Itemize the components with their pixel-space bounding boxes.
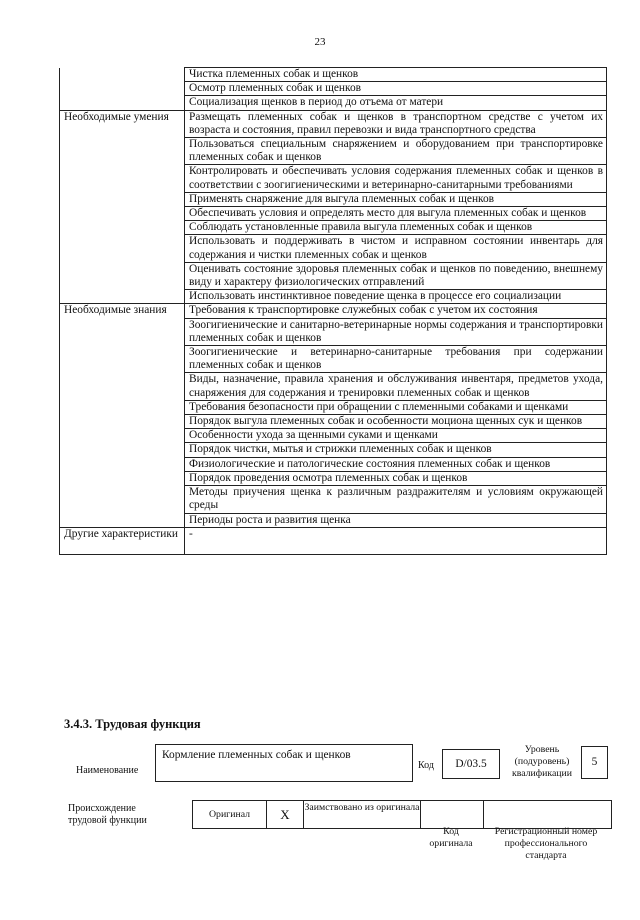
origin-borrowed-cell: Заимствовано из оригинала xyxy=(304,801,421,829)
label-cell-empty xyxy=(60,471,185,485)
label-cell-empty xyxy=(60,415,185,429)
knowledge-label: Необходимые знания xyxy=(60,304,185,318)
label-cell-empty xyxy=(60,207,185,221)
table-row xyxy=(60,415,607,429)
knowledge-item: Требования безопасности при обращении с племенными собаками и щенками xyxy=(185,400,607,414)
table-row xyxy=(60,513,607,527)
skill-item: Пользоваться специальным снаряжением и оборудованием при транспортировке племенных собак и щенков xyxy=(185,138,607,165)
table-row xyxy=(60,192,607,206)
table-row xyxy=(60,235,607,262)
knowledge-item: Порядок выгула племенных собак и особенности моциона щенных сук и щенков xyxy=(185,415,607,429)
origin-reg-number-cell xyxy=(484,801,612,829)
table-row xyxy=(60,486,607,513)
page-number: 23 xyxy=(314,36,326,48)
qualification-level-label: Уровень (подуровень) квалификации xyxy=(511,744,573,779)
knowledge-item: Особенности ухода за щенными суками и щенками xyxy=(185,429,607,443)
label-cell-empty xyxy=(60,165,185,192)
label-cell-empty xyxy=(60,429,185,443)
origin-label: Происхождение трудовой функции xyxy=(68,803,147,826)
skill-item: Соблюдать установленные правила выгула племенных собак и щенков xyxy=(185,221,607,235)
table-row xyxy=(60,96,607,110)
activity-item: Осмотр племенных собак и щенков xyxy=(185,82,607,96)
table-row xyxy=(60,400,607,414)
table-row xyxy=(60,221,607,235)
code-label: Код xyxy=(418,760,434,771)
table-row xyxy=(60,457,607,471)
label-cell-empty xyxy=(60,96,185,110)
activity-item: Социализация щенков в период до отъема от матери xyxy=(185,96,607,110)
label-cell-empty xyxy=(60,192,185,206)
label-cell-empty xyxy=(60,346,185,373)
reg-number-caption: Регистрационный номер профессионального стандарта xyxy=(494,826,598,861)
label-cell-empty xyxy=(60,443,185,457)
function-name-field: Кормление племенных собак и щенков xyxy=(155,744,413,782)
code-original-caption: Код оригинала xyxy=(429,826,473,849)
table-row xyxy=(60,165,607,192)
skill-item: Использовать инстинктивное поведение щенка в процессе его социализации xyxy=(185,290,607,304)
function-code-field: D/03.5 xyxy=(442,749,500,779)
skill-item: Применять снаряжение для выгула племенных собак и щенков xyxy=(185,192,607,206)
knowledge-item: Порядок чистки, мытья и стрижки племенных собак и щенков xyxy=(185,443,607,457)
table-row xyxy=(60,304,607,318)
skill-item: Оценивать состояние здоровья племенных собак и щенков по поведению, внешнему виду и характеру физиологических отправлений xyxy=(185,262,607,289)
knowledge-item: Требования к транспортировке служебных собак с учетом их состояния xyxy=(185,304,607,318)
table-row xyxy=(60,262,607,289)
other-characteristics-label: Другие характеристики xyxy=(60,527,185,554)
label-cell-empty xyxy=(60,221,185,235)
label-cell-empty xyxy=(60,290,185,304)
origin-mark-cell: X xyxy=(267,801,304,829)
label-cell-empty xyxy=(60,68,185,82)
label-cell-empty xyxy=(60,373,185,400)
name-label: Наименование xyxy=(76,765,139,776)
knowledge-item: Периоды роста и развития щенка xyxy=(185,513,607,527)
skill-item: Размещать племенных собак и щенков в транспортном средстве с учетом их возраста и состояния, правил перевозки и вида транспортного средства xyxy=(185,110,607,137)
table-row xyxy=(60,110,607,137)
section-heading: 3.4.3. Трудовая функция xyxy=(64,717,201,731)
table-row xyxy=(60,373,607,400)
table-row xyxy=(60,346,607,373)
label-cell-empty xyxy=(60,513,185,527)
skill-item: Использовать и поддерживать в чистом и исправном состоянии инвентарь для содержания и чистки племенных собак и щенков xyxy=(185,235,607,262)
skill-item: Контролировать и обеспечивать условия содержания племенных собак и щенков в соответствии с зоогигиеническими и ветеринарно-санитарными требованиями xyxy=(185,165,607,192)
label-cell-empty xyxy=(60,457,185,471)
label-cell-empty xyxy=(60,262,185,289)
table-row xyxy=(60,82,607,96)
knowledge-item: Методы приучения щенка к различным раздражителям и условиям окружающей среды xyxy=(185,486,607,513)
origin-original-cell: Оригинал xyxy=(193,801,267,829)
knowledge-item: Порядок проведения осмотра племенных собак и щенков xyxy=(185,471,607,485)
label-cell-empty xyxy=(60,400,185,414)
knowledge-item: Зоогигиенические и санитарно-ветеринарные нормы содержания и транспортировки племенных собак и щенков xyxy=(185,318,607,345)
label-cell-empty xyxy=(60,486,185,513)
origin-table xyxy=(192,800,612,829)
label-cell-empty xyxy=(60,138,185,165)
table-row xyxy=(60,318,607,345)
knowledge-item: Виды, назначение, правила хранения и обслуживания инвентаря, предметов ухода, снаряжения для содержания и тренировки племенных собак и щенков xyxy=(185,373,607,400)
table-row xyxy=(60,290,607,304)
table-row xyxy=(60,68,607,82)
table-row xyxy=(60,471,607,485)
table-row xyxy=(60,207,607,221)
label-cell-empty xyxy=(60,318,185,345)
knowledge-item: Физиологические и патологические состояния племенных собак и щенков xyxy=(185,457,607,471)
skills-label: Необходимые умения xyxy=(60,110,185,137)
origin-code-cell xyxy=(421,801,484,829)
table-row xyxy=(60,527,607,554)
table-row xyxy=(60,138,607,165)
skill-item: Обеспечивать условия и определять место для выгула племенных собак и щенков xyxy=(185,207,607,221)
table-row xyxy=(60,443,607,457)
activity-item: Чистка племенных собак и щенков xyxy=(185,68,607,82)
label-cell-empty xyxy=(60,235,185,262)
table-row xyxy=(60,429,607,443)
knowledge-item: Зоогигиенические и ветеринарно-санитарные требования при содержании племенных собак и щенков xyxy=(185,346,607,373)
other-characteristics-value: - xyxy=(185,527,607,554)
competency-table xyxy=(59,67,607,555)
qualification-level-field: 5 xyxy=(581,746,608,779)
label-cell-empty xyxy=(60,82,185,96)
